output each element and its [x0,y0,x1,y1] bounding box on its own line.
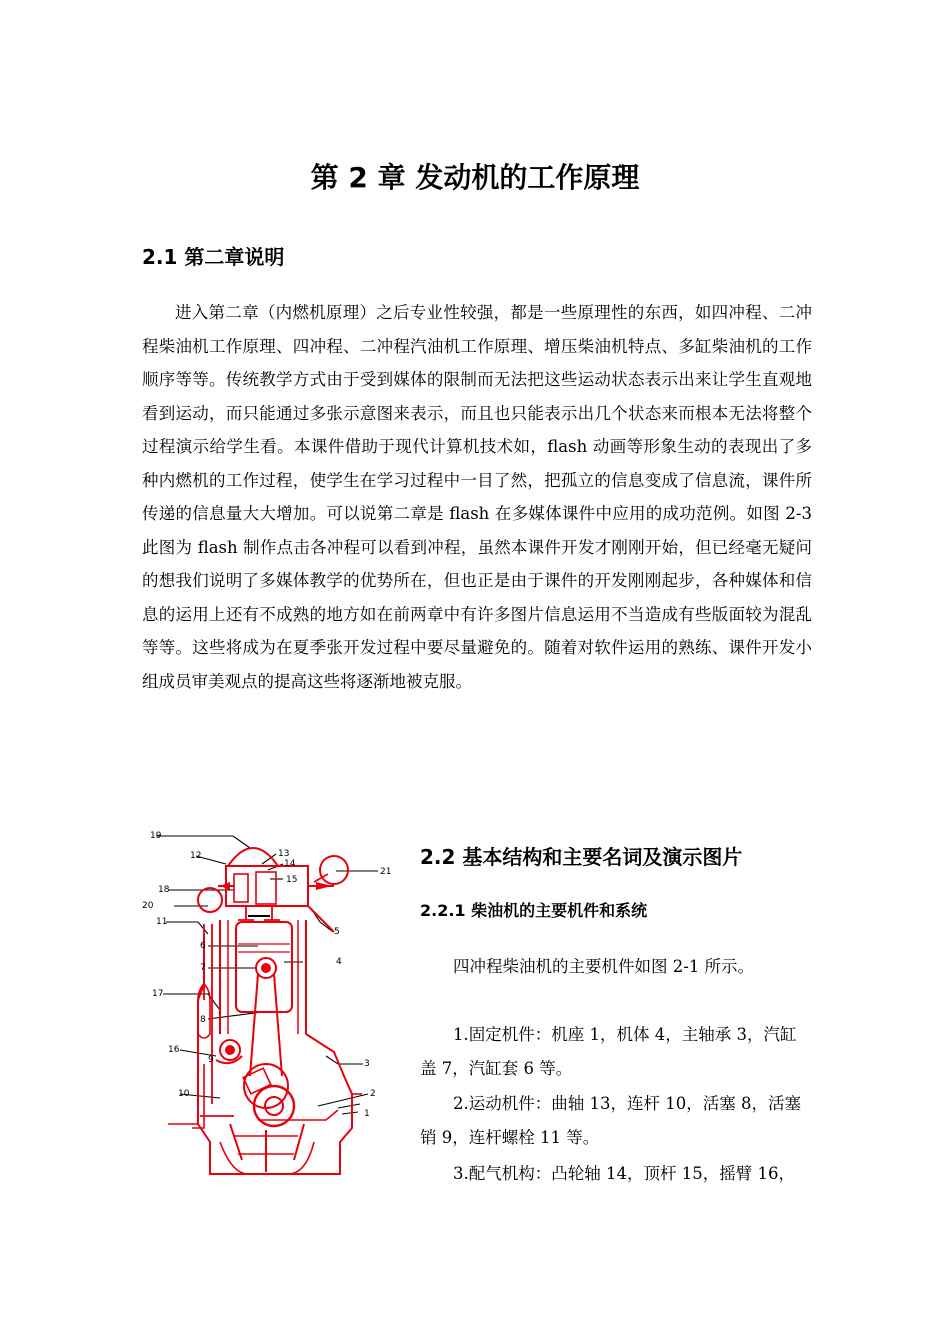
label-9: 9 [208,1055,214,1065]
label-12: 12 [190,851,202,861]
section-2-2-1-heading: 2.2.1 柴油机的主要机件和系统 [420,901,648,920]
label-6: 6 [200,941,206,951]
exhaust-manifold [320,856,348,884]
label-4: 4 [336,957,342,967]
intake-manifold [198,888,222,912]
label-3: 3 [364,1059,370,1069]
list-item-moving-parts: 2.运动机件：曲轴 13，连杆 10，活塞 8，活塞销 9，连杆螺栓 11 等。 [420,1094,801,1147]
list-item-fixed-parts: 1.固定机件：机座 1，机体 4，主轴承 3，汽缸盖 7，汽缸套 6 等。 [420,1025,797,1078]
label-1: 1 [364,1109,370,1119]
diesel-engine-diagram [138,824,408,1184]
label-14: 14 [284,859,296,869]
label-7: 7 [200,963,206,973]
label-18: 18 [158,885,170,895]
label-8: 8 [200,1015,206,1025]
section-2-1-paragraph: 进入第二章（内燃机原理）之后专业性较强，都是一些原理性的东西，如四冲程、二冲程柴油机工作原理、四冲程、二冲程汽油机工作原理、增压柴油机特点、多缸柴油机的工作顺序等等。传统教学方式由于受到媒体的限制而无法把这些运动状态表示出来让学生直观地看到运动，而只能通过多张示意图来表示，而且也只能表示出几个状态来而根本无法将整个过程演示给学生看。本课件借助于现代计算机技术如，flash 动画等形象生动的表现出了多种内燃机的工作过程，使学生在学习过程中一目了然，把孤立的信息变成了信息流，课件所传递的信息量大大增加。可以说第二章是 flash 在多媒体课件中应用的成功范例。如图 2-3 此图为 flash 制作点击各冲程可以看到冲程，虽然本课件开发才刚刚开始，但已经毫无疑问的想我们说明了多媒体教学的优势所在，但也正是由于课件的开发刚刚起步，各种媒体和信息的运用上还有不成熟的地方如在前两章中有许多图片信息运用不当造成有些版面较为混乱等等。这些将成为在夏季张开发过程中要尽量避免的。随着对软件运用的熟练、课件开发小组成员审美观点的提高这些将逐渐地被克服。 [142,303,812,691]
valve-cover [228,848,278,866]
label-16: 16 [168,1045,180,1055]
page-title: 第 2 章 发动机的工作原理 [310,161,640,194]
label-13: 13 [278,849,290,859]
label-17: 17 [152,989,164,999]
label-11: 11 [156,917,168,927]
label-19: 19 [150,831,162,841]
label-5: 5 [334,927,340,937]
intro-text: 四冲程柴油机的主要机件如图 2-1 所示。 [453,957,755,976]
label-15: 15 [286,875,298,885]
section-2-1-heading: 2.1 第二章说明 [142,245,285,269]
section-2-2-heading: 2.2 基本结构和主要名词及演示图片 [420,845,743,869]
label-20: 20 [142,901,154,911]
label-10: 10 [178,1089,190,1099]
list-item-valve-mechanism: 3.配气机构：凸轮轴 14，顶杆 15，摇臂 16， [453,1164,795,1183]
label-2: 2 [370,1089,376,1099]
connecting-rod [250,974,282,1076]
label-21: 21 [380,867,392,877]
